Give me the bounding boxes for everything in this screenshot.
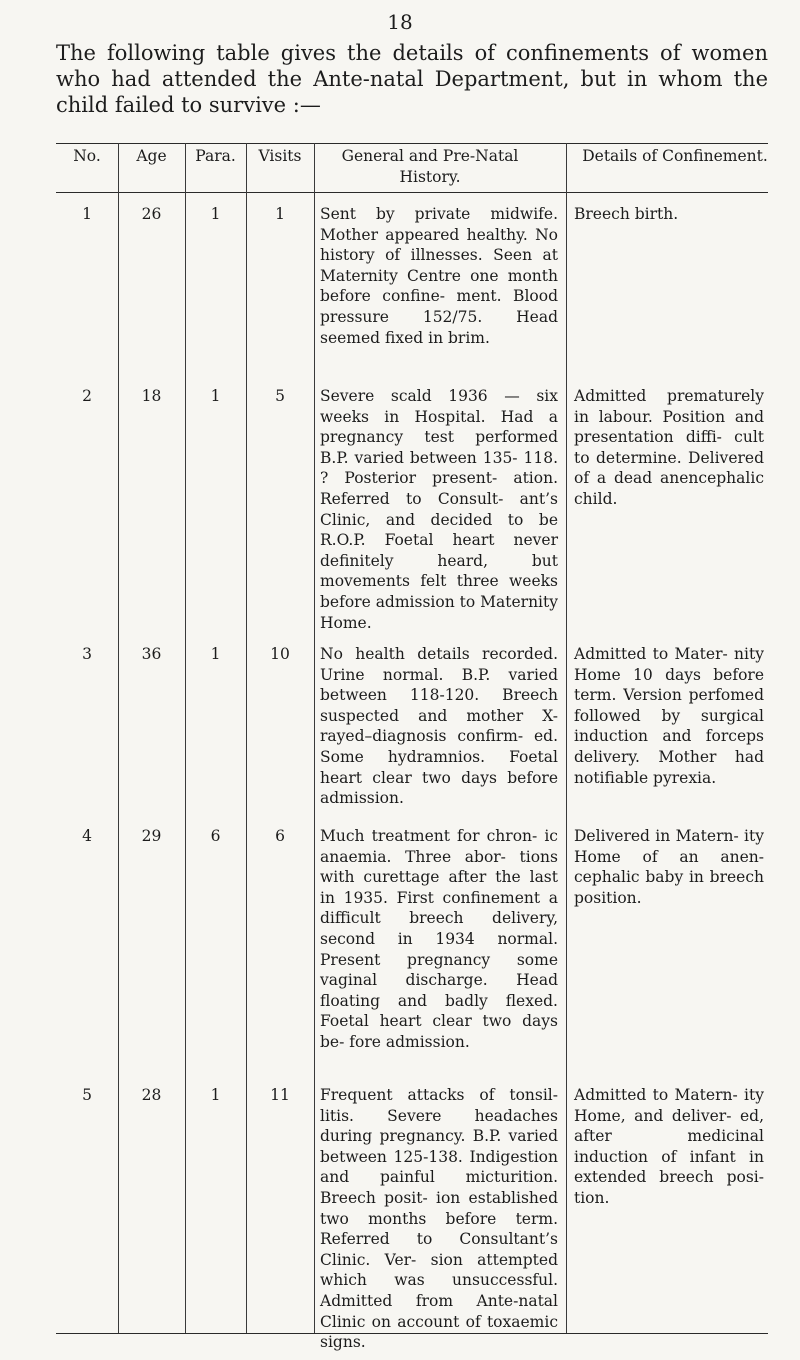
row-2-age: 18: [141, 387, 162, 405]
row-5-no: 5: [82, 1086, 92, 1104]
row-1-history: Sent by private midwife. Mother appeared healthy. No history of illnesses. Seen at Maternity Centre one month before confine- ment. Blood pressure 152/75. Head seemed fixed in brim.: [320, 205, 558, 347]
row-5-visits: 11: [270, 1086, 290, 1104]
header-age: Age: [136, 147, 167, 165]
row-4-visits: 6: [275, 827, 285, 845]
row-2-confinement: Admitted prematurely in labour. Position and presentation diffi- cult to determine. Delivered of a dead anencephalic child.: [574, 387, 764, 508]
row-4-confinement: Delivered in Matern- ity Home of an anen- cephalic baby in breech position.: [574, 827, 764, 907]
column-divider: [185, 143, 186, 1333]
header-para: Para.: [195, 147, 236, 165]
row-2-no: 2: [82, 387, 92, 405]
row-1-visits: 1: [275, 205, 285, 223]
row-1-age: 26: [141, 205, 162, 223]
row-3-history: No health details recorded. Urine normal. B.P. varied between 118-120. Breech suspected and mother X- rayed–diagnosis confirm- ed. Some hydramnios. Foetal heart clear two days before admission.: [320, 645, 558, 808]
header-confinement: Details of Confinement.: [582, 147, 768, 165]
row-3-para: 1: [210, 645, 221, 663]
row-3-no: 3: [82, 645, 92, 663]
row-2-para: 1: [210, 387, 221, 405]
row-3-age: 36: [141, 645, 162, 663]
header-history: General and Pre-Natal History.: [341, 147, 519, 186]
row-3-confinement: Admitted to Mater- nity Home 10 days before term. Version perfomed followed by surgical induction and forceps delivery. Mother had notifiable pyrexia.: [574, 645, 764, 787]
row-4-history: Much treatment for chron- ic anaemia. Three abor- tions with curettage after the last in 1935. First confinement a difficult breech delivery, second in 1934 normal. Present pregnancy some vaginal discharge. Head floating and badly flexed. Foetal heart clear two days be- fore admission.: [320, 827, 558, 1051]
row-5-para: 1: [210, 1086, 221, 1104]
column-divider: [566, 143, 567, 1333]
row-5-age: 28: [141, 1086, 162, 1104]
column-divider: [314, 143, 315, 1333]
row-4-age: 29: [141, 827, 162, 845]
row-5-history: Frequent attacks of tonsil- litis. Severe headaches during pregnancy. B.P. varied between 125-138. Indigestion and painful micturition. Breech posit- ion established two months before term. Referred to Consultant’s Clinic. Ver- sion attempted which was unsuccessful. Admitted from Ante-natal Clinic on account of toxaemic signs.: [320, 1086, 558, 1352]
header-rule: [56, 192, 768, 193]
row-2-visits: 5: [275, 387, 285, 405]
row-5-confinement: Admitted to Matern- ity Home, and deliver- ed, after medicinal induction of infant in extended breech posi- tion.: [574, 1086, 764, 1207]
row-3-visits: 10: [270, 645, 290, 663]
row-4-para: 6: [210, 827, 221, 845]
header-no: No.: [73, 147, 101, 165]
row-2-history: Severe scald 1936 — six weeks in Hospital. Had a pregnancy test performed B.P. varied between 135- 118. ? Posterior present- ation. Referred to Consult- ant’s Clinic, and decided to be R.O.P. Foetal heart never definitely heard, but movements felt three weeks before admission to Maternity Home.: [320, 387, 558, 632]
intro-paragraph: The following table gives the details of confinements of women who had attended the Ante-natal Department, but in whom the child failed to survive :—: [56, 41, 768, 117]
header-visits: Visits: [258, 147, 302, 165]
row-1-confinement: Breech birth.: [574, 205, 679, 223]
table-top-rule: [56, 143, 768, 144]
column-divider: [246, 143, 247, 1333]
row-4-no: 4: [82, 827, 92, 845]
row-1-para: 1: [210, 205, 221, 223]
page-number: 18: [387, 10, 413, 34]
column-divider: [118, 143, 119, 1333]
row-1-no: 1: [82, 205, 92, 223]
